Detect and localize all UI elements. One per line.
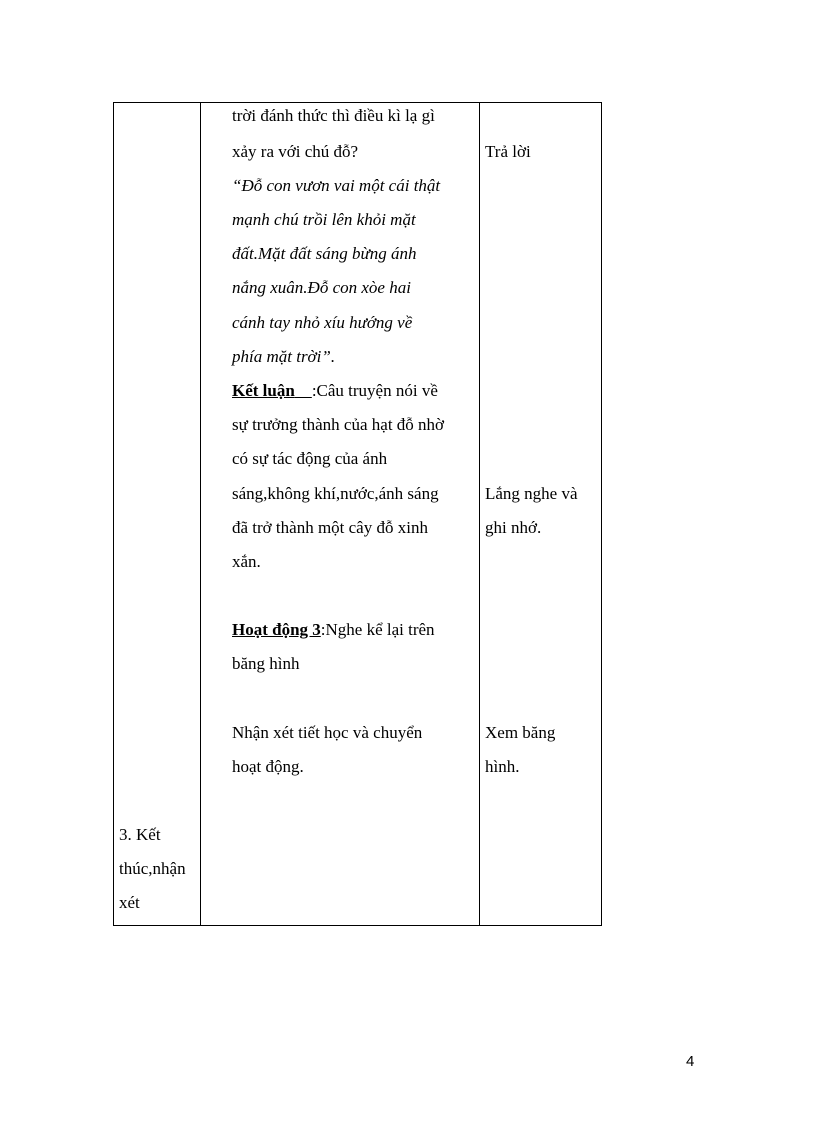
conclusion-line: sự trưởng thành của hạt đỗ nhờ <box>232 415 445 434</box>
conclusion-line: xắn. <box>232 552 261 571</box>
conclusion-line: đã trở thành một cây đỗ xinh <box>232 518 428 537</box>
stage-label-line: xét <box>119 893 140 912</box>
teacher-activity-cell <box>201 103 480 926</box>
student-response: hình. <box>485 757 520 776</box>
activity-3-heading: Hoạt động 3 <box>232 620 321 639</box>
stage-column-cell <box>114 103 201 926</box>
quote-line: “Đỗ con vươn vai một cái thật <box>232 176 441 195</box>
stage-label-line: 3. Kết <box>119 825 161 844</box>
conclusion-heading: Kết luận <box>232 381 295 400</box>
conclusion-line: sáng,không khí,nước,ánh sáng <box>232 484 439 503</box>
quote-line: đất.Mặt đất sáng bừng ánh <box>232 244 417 263</box>
quote-line: nắng xuân.Đỗ con xòe hai <box>232 278 411 297</box>
activity-3-first-line <box>232 619 435 641</box>
quote-line: cánh tay nhỏ xíu hướng về <box>232 313 413 332</box>
question-line: xảy ra với chú đỗ? <box>232 142 359 161</box>
lesson-plan-table <box>113 102 602 926</box>
quote-line: mạnh chú trồi lên khỏi mặt <box>232 210 416 229</box>
conclusion-first-line <box>232 380 438 402</box>
activity-3-text: :Nghe kể lại trên <box>320 620 435 639</box>
conclusion-underline-gap <box>295 381 312 400</box>
question-line: trời đánh thức thì điều kì lạ gì <box>232 106 435 125</box>
activity-3-line: băng hình <box>232 654 300 673</box>
conclusion-line: có sự tác động của ánh <box>232 449 388 468</box>
student-response: Xem băng <box>485 723 556 742</box>
quote-line: phía mặt trời”. <box>232 347 336 366</box>
page-number: 4 <box>686 1053 695 1070</box>
student-response: Trả lời <box>485 142 531 161</box>
stage-label-line: thúc,nhận <box>119 859 186 878</box>
conclusion-text: :Câu truyện nói về <box>311 381 438 400</box>
review-line: hoạt động. <box>232 757 304 776</box>
review-line: Nhận xét tiết học và chuyển <box>232 723 423 742</box>
student-activity-cell <box>480 103 602 926</box>
table-row <box>114 103 602 926</box>
student-response: ghi nhớ. <box>485 518 542 537</box>
student-response: Lắng nghe và <box>485 484 578 503</box>
